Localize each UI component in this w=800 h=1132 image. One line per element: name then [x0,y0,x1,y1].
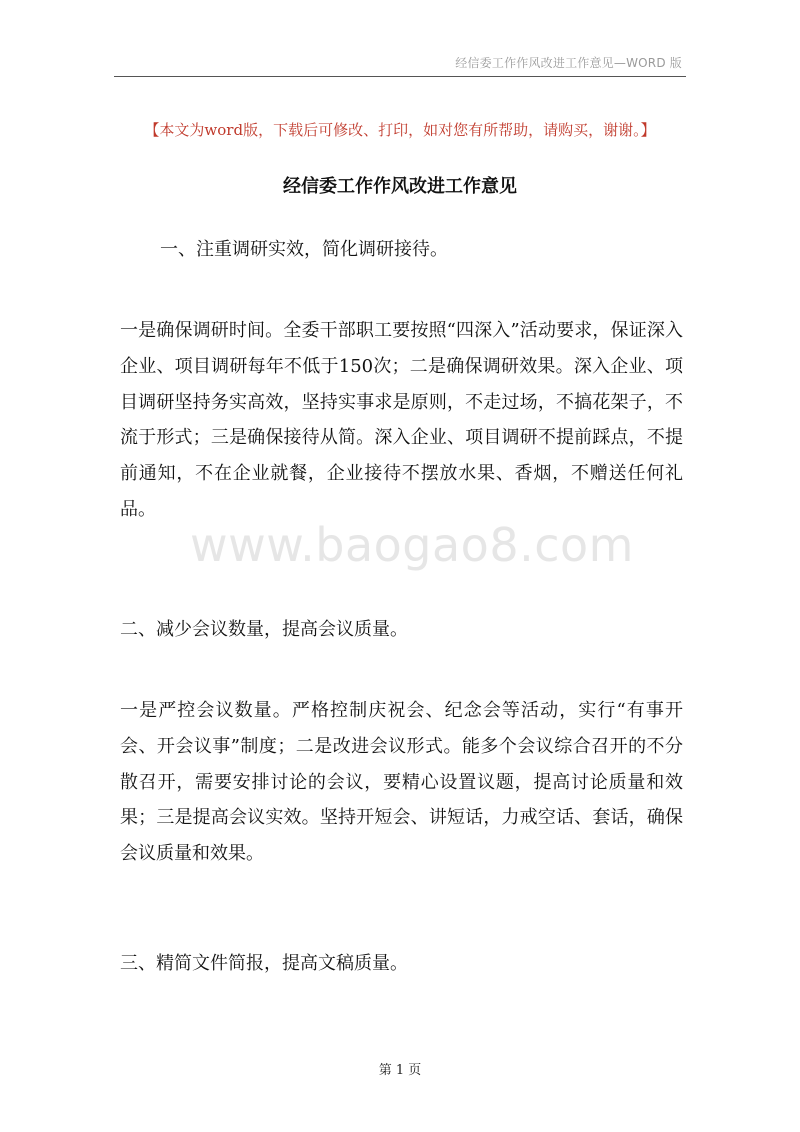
page-number: 第 1 页 [378,1063,422,1078]
section-3-heading: 三、精简文件简报，提高文稿质量。 [120,953,408,974]
section-1-body: 一是确保调研时间。全委干部职工要按照“四深入”活动要求，保证深入企业、项目调研每年不低于150次；二是确保调研效果。深入企业、项目调研坚持务实高效，坚持实事求是原则，不走过场，不搞花架子，不流于形式；三是确保接待从简。深入企业、项目调研不提前踩点，不提前通知，不在企业就餐，企业接待不摆放水果、香烟，不赠送任何礼品。 [120,320,683,520]
section-2-heading: 二、减少会议数量，提高会议质量。 [120,619,408,640]
document-title: 经信委工作作风改进工作意见 [283,176,517,197]
site-watermark: www.baogao8.com [190,518,634,572]
running-header: 经信委工作作风改进工作意见—WORD 版 [455,56,682,70]
section-1-heading: 一、注重调研实效，简化调研接待。 [160,239,448,260]
download-notice: 【本文为word版，下载后可修改、打印，如对您有所帮助，请购买，谢谢。】 [144,121,656,139]
section-2-body: 一是严控会议数量。严格控制庆祝会、纪念会等活动，实行“有事开会、开会议事”制度；二是改进会议形式。能多个会议综合召开的不分散召开，需要安排讨论的会议，要精心设置议题，提高讨论质量和效果；三是提高会议实效。坚持开短会、讲短话，力戒空话、套话，确保会议质量和效果。 [120,700,683,865]
header-divider [114,76,686,77]
